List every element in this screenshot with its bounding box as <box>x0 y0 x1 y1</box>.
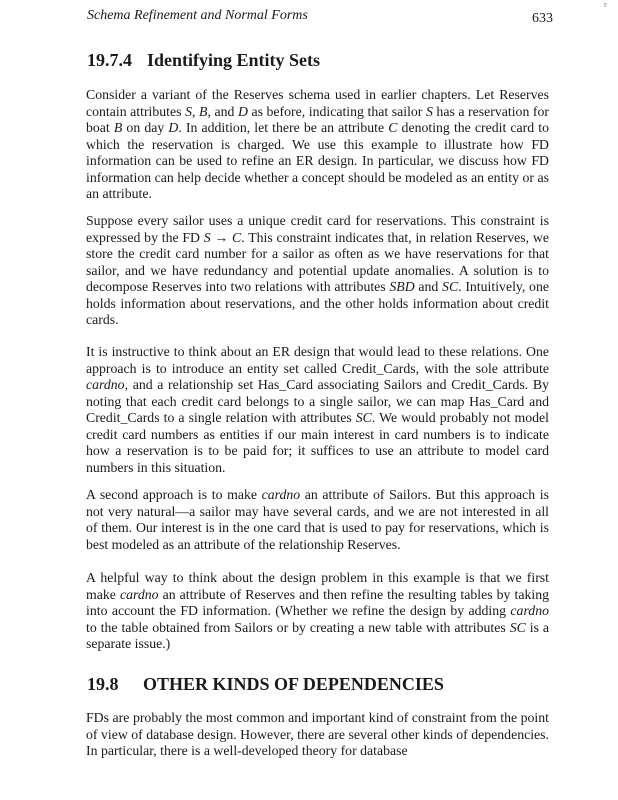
text-run: . This constraint indicates that, in relation Reserves, we store the credit card number for a sailor as often as we have reservations for that sailor, and we have redundancy and potential update anomalies. A solution is to decompose Reserves into two relations with attributes <box>86 229 549 294</box>
attribute-name: cardno <box>510 603 549 618</box>
math-var: B <box>113 120 123 135</box>
math-var: S <box>425 103 433 119</box>
text-run: and <box>414 279 443 294</box>
page-number: 633 <box>532 11 553 26</box>
attribute-name: cardno <box>261 487 301 502</box>
text-run: on day <box>122 120 169 135</box>
math-var: SC <box>355 410 372 425</box>
text-run: an attribute of Reserves and then refine the resulting tables by taking into account the FD information. (Whether we refine the design by adding <box>86 586 549 618</box>
text-run: to the table obtained from Sailors or by creating a new table with attributes <box>86 619 510 635</box>
text-run: is a separate issue.) <box>86 619 549 651</box>
section-title: Identifying Entity Sets <box>147 50 321 70</box>
section-heading-19-7-4 <box>87 50 320 71</box>
text-run: . We would probably not model credit card numbers as entities if our main interest in card numbers is to indicate how a reservation is to be paid for; it suffices to use an attribute to model card numbers in this situation. <box>86 410 549 475</box>
text-run: . In addition, let there be an attribute <box>178 120 389 135</box>
math-var: C <box>388 120 398 135</box>
math-var: D <box>237 103 248 119</box>
text-run: , and a relationship set Has_Card associating Sailors and Credit_Cards. By noting that each credit card belongs to a single sailor, we can map Has_Card and Credit_Cards to a single relation with attributes <box>86 377 549 425</box>
running-title: Schema Refinement and Normal Forms <box>87 8 308 23</box>
section-title: OTHER KINDS OF DEPENDENCIES <box>143 674 444 694</box>
text-run: as before, indicating that sailor <box>247 103 426 119</box>
corner-mark: r <box>604 0 607 9</box>
attribute-name: cardno <box>119 586 159 602</box>
text-run: has a reservation for boat <box>86 103 549 135</box>
section-number: 19.8 <box>87 674 119 694</box>
section-heading-19-8 <box>87 674 444 695</box>
text-run: Suppose every sailor uses a unique credit card for reservations. This constraint is expressed by the FD <box>86 213 549 245</box>
paragraph-3 <box>86 344 549 476</box>
text-run: A helpful way to think about the design problem in this example is that we first make <box>86 570 549 602</box>
math-var: SBD <box>389 279 415 294</box>
paragraph-6: FDs are probably the most common and important kind of constraint from the point of view of database design. However, there are several other kinds of dependencies. In particular, there is a well-developed theory for database <box>86 710 549 758</box>
text-run: . Intuitively, one holds information about reservations, and the other holds information about credit cards. <box>86 279 549 327</box>
text-run: , and <box>207 103 238 119</box>
math-var: SC <box>509 619 526 635</box>
math-var: S <box>185 103 192 119</box>
section-number: 19.7.4 <box>87 50 132 70</box>
text-run: denoting the credit card to which the reservation is charged. We use this example to illustrate how FD information can be used to refine an ER design. In particular, we discuss how FD information can help decide whether a concept should be modeled as an entity or as an attribute. <box>86 120 550 201</box>
text-run: It is instructive to think about an ER design that would lead to these relations. One approach is to introduce an entity set called Credit_Cards, with the sole attribute <box>86 344 549 376</box>
text-run: A second approach is to make <box>86 487 262 502</box>
text-run: , <box>191 103 199 119</box>
math-var: D <box>168 120 179 135</box>
running-head <box>87 8 553 24</box>
paragraph-1 <box>86 87 549 203</box>
paragraph-2 <box>86 213 549 329</box>
functional-dependency: S → C <box>203 229 242 245</box>
math-var: B <box>199 103 208 119</box>
attribute-name: cardno <box>86 377 125 392</box>
text-run: an attribute of Sailors. But this approach is not very natural—a sailor may have several cards, and we are not interested in all of them. Our interest is in the one card that is used to pay for reservations, which is best modeled as an attribute of the relationship Reserves. <box>86 487 549 552</box>
paragraph-5 <box>86 570 549 653</box>
math-var: SC <box>442 279 459 294</box>
paragraph-4 <box>86 487 549 553</box>
text-run: Consider a variant of the Reserves schema used in earlier chapters. Let Reserves contain attributes <box>86 87 549 119</box>
